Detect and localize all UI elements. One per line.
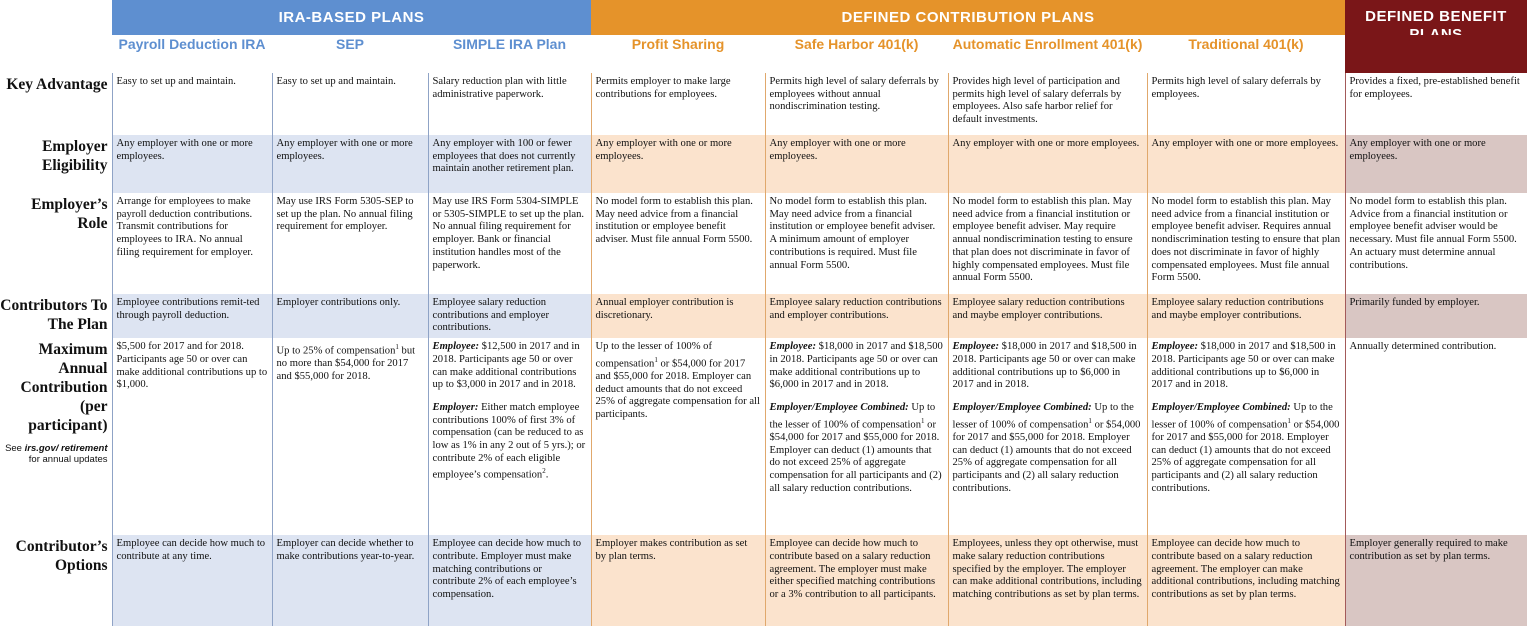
row-employers-role bbox=[0, 193, 1527, 294]
footnote-ref: 1 bbox=[921, 416, 925, 425]
cell-max-sep bbox=[272, 338, 428, 535]
cell-contrib-simple-ira: Employee salary reduction contributions and employer contributions. bbox=[428, 294, 591, 338]
row-label-contributors: Contributors To The Plan bbox=[0, 297, 108, 333]
max-sep-b: but no more than $54,000 for 2017 and $55,000 for 2018. bbox=[276, 345, 416, 383]
plan-header-row bbox=[0, 35, 1527, 73]
plan-group-headers bbox=[112, 0, 1527, 35]
row-contributor-options bbox=[0, 535, 1527, 626]
max-simple-employer: Either match employee contributions 100% of first 3% of compensation (can be reduced to as low as 1% in any 2 out of 5 yrs.); or contribute 2% of each eligible employee’s compensation bbox=[432, 401, 586, 481]
plan-header-simple-ira: SIMPLE IRA Plan bbox=[428, 35, 591, 73]
cell-max-payroll-ira: $5,500 for 2017 and for 2018. Participants age 50 or over can make additional contributions up to $1,000. bbox=[112, 338, 272, 535]
cell-key-sep: Easy to set up and maintain. bbox=[272, 73, 428, 135]
row-contributors bbox=[0, 294, 1527, 338]
cell-role-sep: May use IRS Form 5305-SEP to set up the plan. No annual filing requirement for employer. bbox=[272, 193, 428, 294]
cell-key-simple-ira: Salary reduction plan with little administrative paperwork. bbox=[428, 73, 591, 135]
cell-contrib-defined-benefit: Primarily funded by employer. bbox=[1345, 294, 1527, 338]
cell-max-simple-ira: Employee: $12,500 in 2017 and in 2018. Participants age 50 or over can make additional contributions up to $3,000 in 2017 and in 2018. Employer: Either match employee contributions 100% of first 3% of compensation (can be reduced to as low as 1% in any 2 out of 5 yrs.); or contribute 2% of each eligible employee’s compensation$^2$. bbox=[428, 338, 591, 535]
plan-header-sep: SEP bbox=[272, 35, 428, 73]
row-label-contributor-options: Contributor’s Options bbox=[15, 538, 108, 575]
corner-cell bbox=[0, 35, 112, 73]
cell-elig-profit-sharing: Any employer with one or more employees. bbox=[591, 135, 765, 193]
row-label-employers-role: Employer’s Role bbox=[31, 196, 108, 232]
footnote-ref: 1 bbox=[654, 355, 658, 364]
cell-contrib-traditional: Employee salary reduction contributions and maybe employer contributions. bbox=[1147, 294, 1345, 338]
cell-opts-defined-benefit: Employer generally required to make contribution as set by plan terms. bbox=[1345, 535, 1527, 626]
employee-label: Employee: bbox=[952, 341, 999, 353]
cell-role-traditional: No model form to establish this plan. May need advice from a financial institution or employee benefit adviser. Requires annual nondiscrimination testing to ensure that plan does not discriminate in favor of highly compensated employees. Must file annual Form 5500. bbox=[1147, 193, 1345, 294]
cell-max-traditional bbox=[1147, 338, 1345, 535]
row-label-key-advantage: Key Advantage bbox=[6, 76, 108, 93]
employee-label: Employee: bbox=[432, 341, 479, 353]
cell-role-simple-ira: May use IRS Form 5304-SIMPLE or 5305-SIMPLE to set up the plan. No annual filing requirement for employer. Bank or financial institution handles most of the paperwork. bbox=[428, 193, 591, 294]
cell-opts-auto-enroll: Employees, unless they opt otherwise, must make salary reduction contributions specified by the employer. The employer can make additional contributions, including matching contributions as set by plan terms. bbox=[948, 535, 1147, 626]
employee-label: Employee: bbox=[769, 341, 816, 353]
row-employer-eligibility bbox=[0, 135, 1527, 193]
cell-opts-sep: Employer can decide whether to make contributions year-to-year. bbox=[272, 535, 428, 626]
employee-label: Employee: bbox=[1151, 341, 1198, 353]
cell-contrib-profit-sharing: Annual employer contribution is discretionary. bbox=[591, 294, 765, 338]
footnote-ref: 1 bbox=[395, 343, 399, 352]
cell-elig-simple-ira: Any employer with 100 or fewer employees that does not currently maintain another retirement plan. bbox=[428, 135, 591, 193]
cell-role-defined-benefit: No model form to establish this plan. Advice from a financial institution or employee benefit adviser would be necessary. Must file annual Form 5500. An actuary must determine annual contributions. bbox=[1345, 193, 1527, 294]
row-key-advantage bbox=[0, 73, 1527, 135]
plan-header-traditional-401k: Traditional 401(k) bbox=[1147, 35, 1345, 73]
row-label-max-contribution bbox=[0, 338, 112, 535]
cell-elig-defined-benefit: Any employer with one or more employees. bbox=[1345, 135, 1527, 193]
max-sh-employee: $18,000 in 2017 and $18,500 in 2018. Participants age 50 or over can make additional contributions up to $6,000 in 2017 and in 2018. bbox=[769, 341, 943, 391]
cell-opts-traditional: Employee can decide how much to contribute based on a salary reduction agreement. The employer can make additional contributions, including matching contributions as set by plan terms. bbox=[1147, 535, 1345, 626]
group-header-dc: DEFINED CONTRIBUTION PLANS bbox=[591, 0, 1345, 35]
cell-key-auto-enroll: Provides high level of participation and permits high level of salary deferrals by employees. Also safe harbor relief for default investments. bbox=[948, 73, 1147, 135]
group-header-db: DEFINED BENEFIT bbox=[1345, 0, 1527, 35]
cell-key-payroll-ira: Easy to set up and maintain. bbox=[112, 73, 272, 135]
plan-header-defined-benefit bbox=[1345, 35, 1527, 73]
cell-contrib-payroll-ira: Employee contributions remit-ted through payroll deduction. bbox=[112, 294, 272, 338]
cell-opts-profit-sharing: Employer makes contribution as set by plan terms. bbox=[591, 535, 765, 626]
cell-role-payroll-ira: Arrange for employees to make payroll deduction contributions. Transmit contributions for employees to IRA. No annual filing requirement for employer. bbox=[112, 193, 272, 294]
cell-key-defined-benefit: Provides a fixed, pre-established benefit for employees. bbox=[1345, 73, 1527, 135]
irs-note-see: See bbox=[5, 443, 22, 455]
cell-contrib-auto-enroll: Employee salary reduction contributions and maybe employer contributions. bbox=[948, 294, 1147, 338]
cell-elig-safe-harbor: Any employer with one or more employees. bbox=[765, 135, 948, 193]
cell-role-safe-harbor: No model form to establish this plan. May need advice from a financial institution or employee benefit adviser. A minimum amount of employer contributions is required. Must file annual Form 5500. bbox=[765, 193, 948, 294]
employer-label: Employer: bbox=[432, 401, 479, 413]
plan-header-profit-sharing: Profit Sharing bbox=[591, 35, 765, 73]
plan-header-safe-harbor-401k: Safe Harbor 401(k) bbox=[765, 35, 948, 73]
max-trad-combined-a: Up to the lesser of 100% of compensation bbox=[1151, 401, 1333, 431]
cell-opts-payroll-ira: Employee can decide how much to contribute at any time. bbox=[112, 535, 272, 626]
cell-key-profit-sharing: Permits employer to make large contributions for employees. bbox=[591, 73, 765, 135]
max-ps-b: or $54,000 for 2017 and $55,000 for 2018. Employer can deduct amounts that do not exceed 25% of aggregate compensation for all participants. bbox=[595, 358, 760, 421]
cell-contrib-safe-harbor: Employee salary reduction contributions and employer contributions. bbox=[765, 294, 948, 338]
max-sh-combined-b: or $54,000 for 2017 and $55,000 for 2018. Employer can deduct (1) amounts that do not exceed 25% of aggregate compensation for all participants and (2) all salary reduction contributions. bbox=[769, 419, 942, 494]
cell-contrib-sep: Employer contributions only. bbox=[272, 294, 428, 338]
group-header-ira: IRA-BASED PLANS bbox=[112, 0, 591, 35]
cell-elig-payroll-ira: Any employer with one or more employees. bbox=[112, 135, 272, 193]
cell-elig-auto-enroll: Any employer with one or more employees. bbox=[948, 135, 1147, 193]
combined-label: Employer/Employee Combined: bbox=[769, 401, 909, 413]
max-sep-a: Up to 25% of compensation bbox=[276, 345, 396, 357]
combined-label: Employer/Employee Combined: bbox=[952, 401, 1092, 413]
max-ae-employee: $18,000 in 2017 and $18,500 in 2018. Participants age 50 or over can make additional contributions up to $6,000 in 2017 and in 2018. bbox=[952, 341, 1137, 391]
cell-elig-traditional: Any employer with one or more employees. bbox=[1147, 135, 1345, 193]
plan-header-payroll-ira: Payroll Deduction IRA bbox=[112, 35, 272, 73]
cell-max-profit-sharing bbox=[591, 338, 765, 535]
max-trad-combined-b: or $54,000 for 2017 and $55,000 for 2018. Employer can deduct (1) amounts that do not exceed 25% of aggregate compensation for all participants and (2) all salary reduction contributions. bbox=[1151, 419, 1340, 494]
cell-max-auto-enroll bbox=[948, 338, 1147, 535]
plan-comparison-table bbox=[0, 35, 1527, 626]
cell-key-traditional: Permits high level of salary deferrals by employees. bbox=[1147, 73, 1345, 135]
footnote-ref: 1 bbox=[1287, 416, 1291, 425]
irs-link[interactable]: irs.gov/ retirement bbox=[24, 443, 108, 455]
irs-note-tail: for annual updates bbox=[28, 454, 108, 466]
max-ae-combined-b: or $54,000 for 2017 and $55,000 for 2018. Employer can deduct (1) amounts that do not exceed 25% of aggregate compensation for all participants and (2) all salary reduction contributions. bbox=[952, 419, 1141, 494]
footnote-ref: 2 bbox=[542, 467, 546, 476]
max-ps-a: Up to the lesser of 100% of compensation bbox=[595, 341, 713, 370]
irs-note bbox=[0, 443, 108, 465]
row-max-contribution bbox=[0, 338, 1527, 535]
cell-max-defined-benefit: Annually determined contribution. bbox=[1345, 338, 1527, 535]
row-label-max-contribution-text: Maximum Annual Contribution (per participant) bbox=[20, 341, 108, 435]
cell-elig-sep: Any employer with one or more employees. bbox=[272, 135, 428, 193]
combined-label: Employer/Employee Combined: bbox=[1151, 401, 1291, 413]
plan-header-auto-enroll-401k: Automatic Enrollment 401(k) bbox=[948, 35, 1147, 73]
cell-max-safe-harbor bbox=[765, 338, 948, 535]
cell-opts-simple-ira: Employee can decide how much to contribute. Employer must make matching contributions or contribute 2% of each employee’s compensation. bbox=[428, 535, 591, 626]
max-sh-combined-a: Up to the lesser of 100% of compensation bbox=[769, 401, 936, 431]
row-label-employer-eligibility: Employer Eligibility bbox=[42, 138, 108, 174]
max-simple-employee: $12,500 in 2017 and in 2018. Participants age 50 or over can make additional contributions up to $3,000 in 2017 and in 2018. bbox=[432, 341, 580, 391]
cell-role-auto-enroll: No model form to establish this plan. May need advice from a financial institution or employee benefit adviser. May require annual nondiscrimination testing to ensure that plan does not discriminate in favor of highly compensated employees. Must file annual Form 5500. bbox=[948, 193, 1147, 294]
cell-role-profit-sharing: No model form to establish this plan. May need advice from a financial institution or employee benefit adviser. Must file annual Form 5500. bbox=[591, 193, 765, 294]
cell-key-safe-harbor: Permits high level of salary deferrals by employees without annual nondiscrimination testing. bbox=[765, 73, 948, 135]
cell-opts-safe-harbor: Employee can decide how much to contribute based on a salary reduction agreement. The employer must make either specified matching contributions or a 3% contribution to all participants. bbox=[765, 535, 948, 626]
footnote-ref: 1 bbox=[1088, 416, 1092, 425]
max-trad-employee: $18,000 in 2017 and $18,500 in 2018. Participants age 50 or over can make additional contributions up to $6,000 in 2017 and in 2018. bbox=[1151, 341, 1336, 391]
max-ae-combined-a: Up to the lesser of 100% of compensation bbox=[952, 401, 1134, 431]
